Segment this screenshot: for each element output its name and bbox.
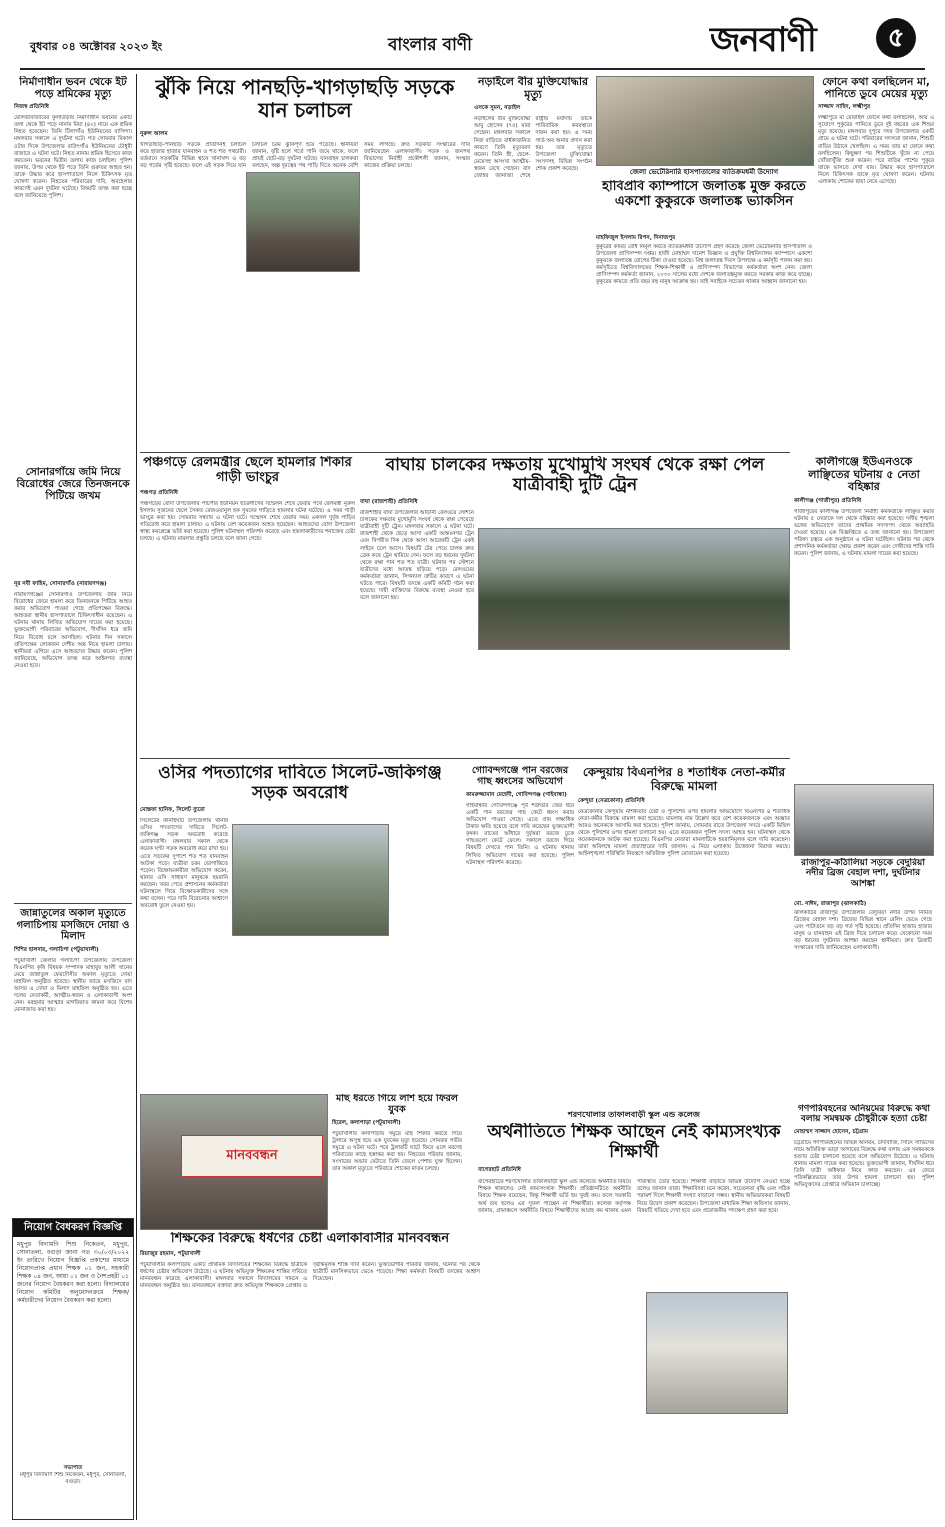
article-body: পটুয়াখালী জেলার গলাচিপা উপজেলায় উপজেলা বিএনপির কৃষি বিষয়ক সম্পাদক মাহাবুব আলী খানের মেয়ে জান্নাতুল ফেরদৌসীর অকাল মৃত্যুতে দোয়া মাহফিল অনুষ্ঠিত হয়েছে। স্থানীয় জামে মসজিদে বাদ আসর এ দোয়া ও মিলাদ মাহফিল অনুষ্ঠিত হয়। এতে দলের নেতাকর্মী, আত্মীয়-স্বজন ও এলাকাবাসী অংশ নেন। মরহুমার আত্মার মাগফিরাত কামনা করে বিশেষ মোনাজাত করা হয়।	[14, 957, 132, 1014]
kicker: শরণখোলার তাফালবাড়ী স্কুল এন্ড কলেজ	[568, 1110, 700, 1119]
column-rule	[136, 74, 137, 1520]
article-train	[360, 456, 790, 756]
masthead-title: বাংলার বাণী	[387, 35, 473, 55]
article-body: ঝালকাঠির রাজাপুর উপজেলার বেদুরিয়া নদীর উপর নির্মিত ব্রিজের বেহাল দশা। ব্রিজের বিভিন্ন স্থানে রেলিং ভেঙে গেছে এবং পাটাতনে বড় বড় গর্ত সৃষ্টি হয়েছে। প্রতিদিন হাজার হাজার মানুষ ও যানবাহন এই ব্রিজ দিয়ে চলাচল করে। যেকোনো সময় বড় ধরনের দুর্ঘটনার আশঙ্কা করছেন স্থানীয়রা। দ্রুত ব্রিজটি সংস্কারের দাবি জানিয়েছেন এলাকাবাসী।	[794, 910, 932, 952]
headline: ফোনে কথা বলছিলেন মা, পানিতে ডুবে মেয়ের মৃত্যু	[822, 76, 930, 101]
article-body: সিলেটের কানাইঘাট উপজেলায় থানার ওসির পদত্যাগের দাবিতে সিলেট-জকিগঞ্জ সড়ক অবরোধ করেছে এলাকাবাসী। মঙ্গলবার সকাল থেকে কয়েক ঘণ্টা সড়ক অবরোধ করে রাখা হয়। এতে সড়কের দুপাশে শত শত যানবাহন আটকা পড়ে। যাত্রীরা চরম ভোগান্তিতে পড়েন। বিক্ষোভকারীরা অভিযোগ করেন, থানার ওসি সাধারণ মানুষকে হয়রানি করছেন। খবর পেয়ে প্রশাসনের কর্মকর্তারা ঘটনাস্থলে গিয়ে বিক্ষোভকারীদের সঙ্গে কথা বলেন। পরে দাবি বিবেচনার আশ্বাসে অবরোধ তুলে নেওয়া হয়।	[140, 818, 228, 910]
article-transport	[794, 1104, 934, 1520]
headline: নির্মাণাধীন ভবন থেকে ইট পড়ে শ্রমিকের মৃত্যু	[19, 76, 127, 101]
byline: মাহফিজুল ইসলাম রিপন, দিনাজপুর	[596, 235, 676, 241]
roadblock-photo	[232, 824, 389, 936]
article-body: নড়াইলের বীর মুক্তিযোদ্ধা আবু হোসেন (৭৫) মারা গেছেন। মঙ্গলবার সকালে নিজ বাড়িতে বার্ধক্যজনিত কারণে তিনি মৃত্যুবরণ করেন। তিনি স্ত্রী, ছেলে-মেয়েসহ অসংখ্য আত্মীয়-স্বজন রেখে গেছেন। বাদ জোহর জানাজা শেষে রাষ্ট্রীয় মর্যাদায় তাকে পারিবারিক কবরস্থানে দাফন করা হয়। এ সময় গার্ড অব অনার প্রদান করা হয়। তার মৃত্যুতে উপজেলা মুক্তিযোদ্ধা সংসদসহ বিভিন্ন সংগঠন শোক প্রকাশ করেছে।	[474, 116, 592, 180]
byline: নূর নবী ফাহিম, সোনারগাঁও (নারায়ণগঞ্জ)	[14, 581, 107, 587]
article-bridge	[794, 784, 934, 1100]
byline: এসকে সুমন, নড়াইল	[474, 105, 521, 112]
article-kaliganj	[794, 456, 934, 780]
article-fisher	[332, 1094, 462, 1224]
article-body: নারায়ণগঞ্জের সোনারগাঁও উপজেলায় জমি নিয়ে বিরোধের জেরে হামলা করে তিনজনকে পিটিয়ে আহত করার অভিযোগ পাওয়া গেছে প্রতিপক্ষের বিরুদ্ধে। আহতরা স্থানীয় হাসপাতালে চিকিৎসাধীন রয়েছেন। এ ঘটনায় থানায় লিখিত অভিযোগ দায়ের করা হয়েছে। ভুক্তভোগী পরিবারের অভিযোগ, দীর্ঘদিন ধরে জমি নিয়ে বিরোধ চলে আসছিল। ঘটনার দিন সকালে প্রতিপক্ষের লোকজন দেশীয় অস্ত্র নিয়ে হামলা চালায়। স্থানীয়রা এগিয়ে এসে আহতদের উদ্ধার করেন। পুলিশ জানিয়েছে, অভিযোগ তদন্ত করে আইনগত ব্যবস্থা নেওয়া হবে।	[14, 592, 132, 669]
article-body: গাইবান্ধার গোবিন্দগঞ্জে পূর্ব শত্রুতার জের ধরে একটি পান বরজের গাছ কেটে ধ্বংস করার অভিযোগ পাওয়া গেছে। এতে প্রায় লক্ষাধিক টাকার ক্ষতি হয়েছে বলে দাবি করেছেন ভুক্তভোগী কৃষক। রাতের আঁধারে দুর্বৃত্তরা বরজে ঢুকে গাছগুলো কেটে ফেলে। সকালে বরজে গিয়ে বিষয়টি দেখতে পান তিনি। এ ঘটনায় থানায় লিখিত অভিযোগ দায়ের করা হয়েছে। পুলিশ ঘটনাস্থল পরিদর্শন করেছে।	[466, 802, 574, 866]
masthead-divider	[20, 68, 925, 70]
divider	[140, 452, 790, 453]
masthead-logo	[710, 14, 890, 66]
photo-caption: জেলা ভেটেরিনারি হাসপাতালের ব্যতিক্রমধর্মী উদ্যোগ	[629, 168, 779, 176]
headline: মাছ ধরতে গিয়ে লাশ হয়ে ফিরল যুবক	[335, 1094, 458, 1115]
article-panchagarh	[140, 456, 355, 756]
headline: ঝুঁকি নিয়ে পানছড়ি-খাগড়াছড়ি সড়কে যান চলাচল	[155, 76, 455, 122]
byline: শিশির হালদার, গলাচিপা (পটুয়াখালী)	[14, 946, 99, 953]
banner-text: মানববন্ধন	[226, 1148, 278, 1163]
vaccine-photo	[596, 76, 814, 166]
masthead	[0, 0, 945, 70]
headline: হাবিপ্রবি ক্যাম্পাসে জলাতঙ্ক মুক্ত করতে একশো কুকুরকে জলাতঙ্ক ভ্যাকসিন	[602, 180, 806, 209]
byline: হিরেল, কলাপাড়া (পটুয়াখালী)	[332, 1119, 401, 1126]
byline: মোহাম্মদ সাজ্জাদ হোসেন, চট্টগ্রাম	[794, 1128, 868, 1135]
headline: অর্থনীতিতে শিক্ষক আছেন নেই কাম্যসংখ্যক শিক্ষার্থী	[487, 1123, 781, 1162]
train-photo	[478, 528, 790, 650]
headline: কালীগঞ্জে ইউএনওকে লাঞ্ছিতের ঘটনায় ৫ নেতা বহিষ্কার	[808, 456, 920, 494]
page-number-text: ৫	[887, 23, 905, 53]
article-roadblock	[140, 764, 460, 1084]
article-body: চট্টগ্রামে গণপরিবহনের বিভিন্ন অনিয়ম, চাঁদাবাজি, সিটিং সার্ভিসের নামে অতিরিক্ত ভাড়া আদায়ের বিরুদ্ধে কথা বলায় এক সমন্বয়ককে হত্যার চেষ্টা চালানো হয়েছে বলে অভিযোগ উঠেছে। এ ঘটনায় থানায় মামলা দায়ের করা হয়েছে। ভুক্তভোগী জানান, দীর্ঘদিন ধরে তিনি যাত্রী অধিকার নিয়ে কাজ করছেন। এর জেরে পরিকল্পিতভাবে তার উপর হামলা চালানো হয়। পুলিশ অভিযুক্তদের গ্রেপ্তারে অভিযান চালাচ্ছে।	[794, 1139, 934, 1189]
article-body: পঞ্চগড়ের বোদা উপজেলার পাঁচপীর ইউনিয়ন ছাত্রলীগের সম্মেলন শেষে ফেরার পথে রেলমন্ত্রী নূরুল ইসলাম সুজনের ছেলে সৈকত রেজওয়ানুল হক সুমনের গাড়িতে হামলার ঘটনা ঘটেছে। এ সময় গাড়ী ভাংচুর করা হয়। সোমবার সন্ধ্যায় এ ঘটনা ঘটে। সম্মেলন শেষে ফেরার সময় একদল দুর্বৃত্ত গাড়ির গতিরোধ করে হামলা চালায়। এ ঘটনায় বেশ কয়েকজন আহত হয়েছেন। আহতদের বোদা উপজেলা স্বাস্থ্য কমপ্লেক্সে ভর্তি করা হয়েছে। পুলিশ ঘটনাস্থল পরিদর্শন করেছে এবং হামলাকারীদের শনাক্তের চেষ্টা চলছে। এ ঘটনায় মামলার প্রস্তুতি চলছে বলে জানা গেছে।	[140, 500, 355, 543]
road-photo	[246, 172, 360, 272]
article-teacher	[140, 1232, 480, 1520]
byline: বাগেরহাট প্রতিনিধি	[478, 1167, 521, 1174]
logo-text: জনবাণী	[710, 20, 816, 60]
bridge-photo	[794, 784, 934, 856]
headline: কেন্দুয়ায় বিএনপির ৪ শতাধিক নেতা-কর্মীর বিরুদ্ধে মামলা	[582, 766, 786, 793]
article-body: নেত্রকোনার কেন্দুয়ায় নাশকতার চেষ্টা ও পুলিশের ওপর হামলার অভিযোগে বিএনপির ৪ শতাধিক নেতা-কর্মীর বিরুদ্ধে মামলা করা হয়েছে। মামলায় নাম উল্লেখ করে বেশ কয়েকজনকে এবং অজ্ঞাত আরও অনেককে আসামি করা হয়েছে। পুলিশ জানায়, সোমবার রাতে উপজেলা সদরে একটি মিছিল থেকে পুলিশের ওপর হামলা চালানো হয়। এতে কয়েকজন পুলিশ সদস্য আহত হন। ঘটনাস্থল থেকে কয়েকজনকে আটক করা হয়েছে। বিএনপির নেতারা মামলাটিকে হয়রানিমূলক বলে দাবি করেছেন। তারা অবিলম্বে মামলা প্রত্যাহারের দাবি জানান। এ নিয়ে এলাকায় উত্তেজনা বিরাজ করছে। আইনশৃঙ্খলা পরিস্থিতি নিয়ন্ত্রণে অতিরিক্ত পুলিশ মোতায়েন করা হয়েছে।	[578, 808, 790, 858]
byline: মো. নাঈম, রাজাপুর (ঝালকাঠি)	[794, 901, 867, 907]
byline: কামরুজ্জামান মেহেদী, গোবিন্দগঞ্জ (গাইবান্ধা)	[466, 791, 567, 798]
article-kendua	[578, 766, 790, 1106]
byline: কেন্দুয়া (নেত্রকোনা) প্রতিনিধি	[578, 797, 645, 804]
article-jannatul	[14, 908, 132, 1208]
masthead-date: বুধবার ০৪ অক্টোবর ২০২৩ ইং	[30, 40, 163, 53]
humanchain-photo	[140, 1094, 328, 1230]
notice-signature-org: মধুপুর বিদ্যামণি শিশু নিকেতন, মধুপুর, সোনাতলা, বগুড়া।	[19, 1471, 127, 1485]
article-drowning	[818, 76, 934, 450]
article-body: বাগেরহাটের শরণখোলার তাফালবাড়ী স্কুল এন্ড কলেজে অর্থনীতি বিষয়ে শিক্ষক থাকলেও নেই কাম্যসংখ্যক শিক্ষার্থী। প্রতিষ্ঠানটিতে অর্থনীতি বিষয়ে শিক্ষক রয়েছেন, কিন্তু শিক্ষার্থী ভর্তি হয় খুবই কম। ফলে সরকারি অর্থ ব্যয় হলেও এর সুফল পাচ্ছেন না শিক্ষার্থীরা। কলেজ কর্তৃপক্ষ জানায়, গ্রামাঞ্চলে অর্থনীতি বিষয়ে শিক্ষার্থীদের আগ্রহ কম থাকায় এমন পরিস্থিতি তৈরি হয়েছে। শিক্ষার্থী বাড়াতে বিভিন্ন উদ্যোগ নেওয়া হচ্ছে বলেও জানান তারা। শিক্ষাবিদরা মনে করেন, সচেতনতা বৃদ্ধি এবং সঠিক পরামর্শ দিলে শিক্ষার্থী সংখ্যা বাড়ানো সম্ভব। স্থানীয় অভিভাবকরা বিষয়টি নিয়ে উদ্বেগ প্রকাশ করেছেন। উপজেলা মাধ্যমিক শিক্ষা অফিসার জানান, বিষয়টি খতিয়ে দেখা হবে এবং প্রয়োজনীয় পদক্ষেপ গ্রহণ করা হবে।	[478, 1179, 790, 1214]
article-betel	[466, 766, 574, 1106]
article-body: পটুয়াখালীর কলাপাড়ায় একটি প্রাথমিক বিদ্যালয়ের শিক্ষকের বিরুদ্ধে ছাত্রীকে ধর্ষণের চেষ্টার অভিযোগ উঠেছে। এ ঘটনায় অভিযুক্ত শিক্ষকের শাস্তির দাবিতে মানববন্ধন করেছে এলাকাবাসী। মঙ্গলবার সকালে বিদ্যালয়ের সামনে এ মানববন্ধন অনুষ্ঠিত হয়। মানববন্ধনে বক্তারা দ্রুত অভিযুক্ত শিক্ষককে গ্রেপ্তার ও দৃষ্টান্তমূলক শাস্তি দাবি করেন। ভুক্তভোগীর পরিবার জানায়, ঘটনার পর থেকে ছাত্রীটি মানসিকভাবে ভেঙে পড়েছে। শিক্ষা কর্মকর্তা বিষয়টি তদন্তের আশ্বাস দিয়েছেন।	[140, 1261, 480, 1290]
article-body: কুকুরের কামড় রোধ নির্মূল করতে ব্যতিক্রমধর্মী উদ্যোগ গ্রহণ করেছে জেলা ভেটেরিনারি হাসপাতাল ও উপজেলা প্রাণিসম্পদ দপ্তর। হাজী মোহাম্মদ দানেশ বিজ্ঞান ও প্রযুক্তি বিশ্ববিদ্যালয় ক্যাম্পাসে একশো কুকুরকে জলাতঙ্ক রোগের টিকা দেওয়া হয়েছে। বিশ্ব জলাতঙ্ক দিবস উপলক্ষে এ কর্মসূচি পালন করা হয়। কর্মসূচিতে বিশ্ববিদ্যালয়ের শিক্ষক-শিক্ষার্থী ও প্রাণিসম্পদ বিভাগের কর্মকর্তারা অংশ নেন। জেলা প্রাণিসম্পদ কর্মকর্তা জানান, ২০৩০ সালের মধ্যে দেশকে জলাতঙ্কমুক্ত করতে সরকার কাজ করে যাচ্ছে। কুকুরের কামড়ে প্রতি বছর বহু মানুষ আক্রান্ত হয়। তাই সবাইকে সচেতন থাকার আহ্বান জানানো হয়।	[596, 244, 812, 286]
headline: বাঘায় চালকের দক্ষতায় মুখোমুখি সংঘর্ষ থেকে রক্ষা পেল যাত্রীবাহী দুটি ট্রেন	[385, 456, 765, 495]
article-body: খাগড়াছড়ি-পানছড়ি সড়কে প্রতিদিনই চলাচল করে হাজার হাজার যানবাহন ও শত শত পথচারী। বর্তমানে সড়কটির বিভিন্ন স্থানে খানাখন্দ ও বড় বড় গর্তের সৃষ্টি হয়েছে। ফলে এই সড়ক দিয়ে যান চলাচল চরম ঝুঁকিপূর্ণ হয়ে পড়েছে। স্থানীয়রা জানান, বৃষ্টি হলে গর্তে পানি জমে থাকে, ফলে প্রায়ই ছোট-বড় দুর্ঘটনা ঘটছে। যানবাহন চালকরা বলছেন, অল্প দূরত্বের পথ পাড়ি দিতে অনেক বেশি সময় লাগছে। দ্রুত সড়কটি সংস্কারের দাবি জানিয়েছেন এলাকাবাসী। সড়ক ও জনপথ বিভাগের নির্বাহী প্রকৌশলী জানান, সংস্কার কাজের প্রক্রিয়া চলছে।	[140, 142, 470, 170]
notice-signature: সভাপতি	[63, 1464, 83, 1471]
byline: পঞ্চগড় প্রতিনিধি	[140, 489, 178, 496]
divider	[140, 758, 790, 759]
article-school	[478, 1110, 790, 1520]
article-body: রাজশাহীর বাঘা উপজেলার আড়ানী রেলওয়ে স্টেশনে চালকের দক্ষতায় মুখোমুখি সংঘর্ষ থেকে রক্ষা পেয়েছে যাত্রীবাহী দুটি ট্রেন। মঙ্গলবার সকালে এ ঘটনা ঘটে। রাজশাহী থেকে ছেড়ে আসা একটি আন্তঃনগর ট্রেন এবং বিপরীত দিক থেকে আসা আরেকটি ট্রেন একই লাইনে চলে আসে। বিষয়টি টের পেয়ে চালক দ্রুত ব্রেক কষে ট্রেন থামিয়ে দেন। ফলে বড় ধরনের দুর্ঘটনা থেকে রক্ষা পান শত শত যাত্রী। ঘটনার পর স্টেশনে যাত্রীদের মধ্যে আতঙ্ক ছড়িয়ে পড়ে। রেলওয়ের কর্মকর্তারা জানান, সিগন্যাল ত্রুটির কারণে এ ঘটনা ঘটতে পারে। বিষয়টি তদন্তে একটি কমিটি গঠন করা হয়েছে। দায়ী ব্যক্তিদের বিরুদ্ধে ব্যবস্থা নেওয়া হবে বলে জানানো হয়।	[360, 510, 474, 602]
byline: কালীগঞ্জ (গাজীপুর) প্রতিনিধি	[794, 497, 862, 504]
headline: নড়াইলে বীর মুক্তিযোদ্ধার মৃত্যু	[477, 76, 589, 101]
article-body: পটুয়াখালীর কলাপাড়ায় সমুদ্রে মাছ শিকার করতে গিয়ে ট্রলারে অসুস্থ হয়ে এক যুবকের মৃত্যু হয়েছে। সোমবার গভীর সমুদ্রে এ ঘটনা ঘটে। পরে ট্রলারটি ঘাটে ফিরে এলে মরদেহ পরিবারের কাছে হস্তান্তর করা হয়। নিহতের পরিবার জানায়, সংসারের অভাব মেটাতে তিনি জেলে পেশায় যুক্ত ছিলেন। তার অকাল মৃত্যুতে পরিবারে শোকের মাতম চলছে।	[332, 1130, 462, 1173]
notice-headline: নিয়োগ বৈধকরণ বিজ্ঞপ্তি	[13, 1219, 133, 1237]
article-body: লক্ষ্মীপুরে মা মোবাইল ফোনে কথা বলছিলেন, আর এ সুযোগে পুকুরের পানিতে ডুবে দুই বছরের এক শিশুর মৃত্যু হয়েছে। মঙ্গলবার দুপুরে সদর উপজেলার একটি গ্রামে এ ঘটনা ঘটে। পরিবারের সদস্যরা জানান, শিশুটি বাড়ির উঠানে খেলছিল। এ সময় তার মা ফোনে কথা বলছিলেন। কিছুক্ষণ পর শিশুটিকে খুঁজে না পেয়ে খোঁজাখুঁজি শুরু করেন। পরে বাড়ির পাশের পুকুরে তাকে ভাসতে দেখা যায়। উদ্ধার করে হাসপাতালে নিলে চিকিৎসক তাকে মৃত ঘোষণা করেন। ঘটনায় এলাকায় শোকের ছায়া নেমে এসেছে।	[818, 115, 934, 185]
byline: মোস্তফা হানিফ, সিলেট ব্যুরো	[140, 807, 205, 814]
article-body: মৌলভীবাজারের কুলাউড়ায় নির্মাণাধীন ভবনের একটি তলা থেকে ইট পড়ে নানাম মিয়া (৪০) নামে এক শ্রমিক নিহত হয়েছেন। তিনি টিলাগাঁও ইউনিয়নের বাসিন্দা। মঙ্গলবার সকালে এ দুর্ঘটনা ঘটে। গত সোমবার বিকাল ৫টার দিকে উপজেলার রাউৎগাঁও ইউনিয়নের চৌধুরী বাজারে এ ঘটনা ঘটে। নিহত নানাম শ্রমিক হিসেবে কাজ করতেন। ভবনের দ্বিতীয় তলায় কাজ চলছিল। পুলিশ জানায়, উপর থেকে ইট পড়ে তিনি গুরুতর আহত হন। তাকে উদ্ধার করে হাসপাতালে নিলে চিকিৎসক মৃত ঘোষণা করেন। নিহতের পরিবারের দাবি, অবহেলার কারণেই এমন দুর্ঘটনা ঘটেছে। বিষয়টি তদন্ত করা হচ্ছে বলে জানিয়েছে পুলিশ।	[14, 115, 132, 200]
article-freedom-fighter	[474, 76, 592, 450]
divider	[14, 903, 132, 904]
byline: রিয়াজুর রহমান, পটুয়াখালী	[140, 1250, 201, 1257]
article-body: গাজীপুরের কালীগঞ্জ উপজেলা নির্বাহী কর্মকর্তাকে লাঞ্ছিত করার ঘটনায় ৫ নেতাকে দল থেকে বহিষ্কার করা হয়েছে। দলীয় শৃঙ্খলা ভঙ্গের অভিযোগে তাদের প্রাথমিক সদস্যপদ থেকে অব্যাহতি দেওয়া হয়েছে। এক বিজ্ঞপ্তিতে এ তথ্য জানানো হয়। উপজেলা পরিষদ চত্বরে এক অনুষ্ঠানে এ ঘটনা ঘটেছিল। ঘটনার পর থেকে প্রশাসনিক কর্মকর্তারা ক্ষোভ প্রকাশ করেন এবং দোষীদের শাস্তি দাবি করেন। পুলিশ জানায়, এ ঘটনায় মামলা দায়ের করা হয়েছে।	[794, 508, 934, 558]
page-number	[876, 18, 916, 58]
headline: গোবিন্দগঞ্জে পান বরজের গাছ ধ্বংসের অভিযোগ	[471, 766, 569, 787]
article-rabies	[596, 76, 814, 450]
headline: শিক্ষকের বিরুদ্ধে ধর্ষণের চেষ্টা এলাকাবাসীর মানববন্ধন	[170, 1232, 450, 1246]
byline: নুরুল আলম	[140, 131, 168, 137]
headline: রাজাপুর-কাঁঠালিয়া সড়কে বেদুরিয়া নদীর ব্রিজ বেহাল দশা, দুর্ঘটনার আশঙ্কা	[801, 858, 925, 889]
headline: পঞ্চগড়ে রেলমন্ত্রীর ছেলে হামলার শিকার গাড়ী ভাংচুর	[143, 456, 352, 485]
school-photo	[646, 1292, 788, 1414]
byline: সাজ্জাদ সাহিদ, লক্ষ্মীপুর	[818, 104, 871, 111]
article-road	[140, 76, 470, 450]
headline: ওসির পদত্যাগের দাবিতে সিলেট-জকিগঞ্জ সড়ক অবরোধ	[158, 764, 442, 803]
notice-box	[12, 1218, 134, 1520]
byline: বাঘা (রাজশাহী) প্রতিনিধি	[360, 499, 418, 506]
article-sonargaon	[14, 580, 132, 900]
article-brick-fall	[14, 76, 132, 584]
headline-2: সোনারগাঁয়ে জমি নিয়ে বিরোধের জেরে তিনজনকে পিটিয়ে জখম	[16, 466, 130, 503]
byline: নিজস্ব প্রতিনিধি	[14, 104, 49, 111]
headline: জান্নাতুলের অকাল মৃত্যুতে গলাচিপায় মসজিদে দোয়া ও মিলাদ	[16, 908, 130, 942]
banner	[181, 1135, 323, 1177]
notice-body: মধুপুর বিদ্যামণি শিশু নিকেতন, মধুপুর, সোনাতলা, বগুড়া জানা গত ৩০/০৩/২০২২ ইং তারিখে নিয়োগ বিজ্ঞপ্তি প্রকাশের মাধ্যমে নিয়োগপ্রাপ্ত প্রধান শিক্ষক ০১ জন, সহকারী শিক্ষক ০৪ জন, আয়া ০১ জন ও নৈশপ্রহরী ০১ জনের নিয়োগ বৈধকরণ করা হলো। বিদ্যালয়ের নিয়োগ কমিটির অনুমোদনক্রমে শিক্ষক/কর্মচারীদের নিয়োগ বৈধকরণ করা হলো।	[17, 1240, 129, 1304]
headline: গণপরিবহনের অনিয়মের বিরুদ্ধে কথা বলায় সমন্বয়ক চৌধুরীকে হত্যা চেষ্টা	[797, 1104, 931, 1125]
